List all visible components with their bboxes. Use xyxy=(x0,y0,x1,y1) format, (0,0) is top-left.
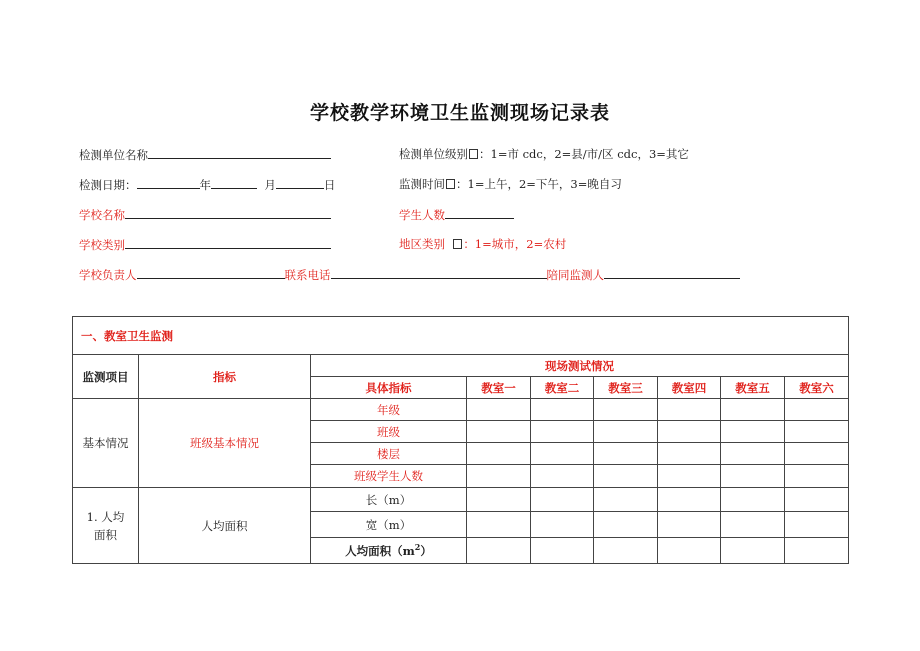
data-cell[interactable] xyxy=(658,421,721,443)
student-count-label: 学生人数 xyxy=(399,208,445,222)
specific-length: 长（m） xyxy=(311,488,467,512)
data-cell[interactable] xyxy=(467,512,531,538)
page-title: 学校教学环境卫生监测现场记录表 xyxy=(309,102,610,124)
data-cell[interactable] xyxy=(594,399,658,421)
school-name-field[interactable] xyxy=(125,207,331,219)
header-classroom: 教室一 xyxy=(467,377,531,399)
student-count-field[interactable] xyxy=(445,207,514,219)
data-cell[interactable] xyxy=(721,443,785,465)
year-field[interactable] xyxy=(137,177,200,189)
data-cell[interactable] xyxy=(531,465,594,488)
area-indicator: 人均面积 xyxy=(139,488,311,564)
data-cell[interactable] xyxy=(658,399,721,421)
unit-name-row xyxy=(79,147,331,162)
school-type-field[interactable] xyxy=(125,237,331,249)
data-cell[interactable] xyxy=(594,512,658,538)
basic-item: 基本情况 xyxy=(73,399,139,488)
data-cell[interactable] xyxy=(658,512,721,538)
data-cell[interactable] xyxy=(531,443,594,465)
data-cell[interactable] xyxy=(531,538,594,564)
unit-name-label: 检测单位名称 xyxy=(79,148,148,162)
data-cell[interactable] xyxy=(721,488,785,512)
month-label: 月 xyxy=(264,178,276,192)
header-classroom: 教室五 xyxy=(721,377,785,399)
data-cell[interactable] xyxy=(594,443,658,465)
school-name-label: 学校名称 xyxy=(79,208,125,222)
data-cell[interactable] xyxy=(658,465,721,488)
data-cell[interactable] xyxy=(467,399,531,421)
data-cell[interactable] xyxy=(531,399,594,421)
area-item: 1. 人均面积 xyxy=(73,488,139,564)
header-classroom: 教室六 xyxy=(785,377,849,399)
specific-student-count: 班级学生人数 xyxy=(311,465,467,488)
time-label: 监测时间 xyxy=(399,177,445,191)
data-cell[interactable] xyxy=(785,399,849,421)
phone-label: 联系电话 xyxy=(284,268,331,282)
data-cell[interactable] xyxy=(721,465,785,488)
data-cell[interactable] xyxy=(467,488,531,512)
phone-field[interactable] xyxy=(331,267,547,279)
day-field[interactable] xyxy=(276,177,324,189)
month-field[interactable] xyxy=(211,177,257,189)
specific-floor: 楼层 xyxy=(311,443,467,465)
header-indicator: 指标 xyxy=(139,355,311,399)
data-cell[interactable] xyxy=(658,488,721,512)
data-cell[interactable] xyxy=(785,465,849,488)
data-cell[interactable] xyxy=(658,538,721,564)
header-onsite: 现场测试情况 xyxy=(311,355,849,377)
time-row xyxy=(399,177,622,191)
data-cell[interactable] xyxy=(594,538,658,564)
date-row xyxy=(79,177,335,192)
data-cell[interactable] xyxy=(467,465,531,488)
header-classroom: 教室四 xyxy=(658,377,721,399)
data-cell[interactable] xyxy=(594,465,658,488)
data-cell[interactable] xyxy=(467,443,531,465)
data-cell[interactable] xyxy=(467,421,531,443)
basic-indicator: 班级基本情况 xyxy=(139,399,311,488)
contact-row xyxy=(79,267,740,282)
data-cell[interactable] xyxy=(721,512,785,538)
region-type-label: 地区类别 xyxy=(399,237,445,251)
region-type-row xyxy=(399,237,566,251)
school-type-row xyxy=(79,237,331,252)
year-label: 年 xyxy=(199,178,211,192)
header-specific: 具体指标 xyxy=(311,377,467,399)
classroom-hygiene-table xyxy=(72,316,849,564)
unit-level-label: 检测单位级别 xyxy=(399,147,468,161)
time-options: ：1=上午，2=下午，3=晚自习 xyxy=(456,177,622,191)
specific-area-total xyxy=(311,538,467,564)
data-cell[interactable] xyxy=(594,488,658,512)
data-cell[interactable] xyxy=(531,512,594,538)
data-cell[interactable] xyxy=(785,488,849,512)
data-cell[interactable] xyxy=(785,421,849,443)
student-count-row xyxy=(399,207,514,222)
region-type-checkbox[interactable] xyxy=(453,239,462,249)
day-label: 日 xyxy=(323,178,336,192)
unit-level-options: ：1=市 cdc，2=县/市/区 cdc，3=其它 xyxy=(479,147,689,161)
data-cell[interactable] xyxy=(785,538,849,564)
unit-level-checkbox[interactable] xyxy=(469,149,478,159)
header-classroom: 教室二 xyxy=(531,377,594,399)
principal-field[interactable] xyxy=(137,267,285,279)
date-label: 检测日期： xyxy=(79,178,137,192)
companion-label: 陪同监测人 xyxy=(546,268,604,282)
data-cell[interactable] xyxy=(467,538,531,564)
data-cell[interactable] xyxy=(721,538,785,564)
header-item: 监测项目 xyxy=(73,355,139,399)
data-cell[interactable] xyxy=(531,421,594,443)
region-type-options: ：1=城市，2=农村 xyxy=(463,237,567,251)
time-checkbox[interactable] xyxy=(446,179,455,189)
specific-width: 宽（m） xyxy=(311,512,467,538)
companion-field[interactable] xyxy=(604,267,740,279)
specific-class: 班级 xyxy=(311,421,467,443)
section-title: 一、教室卫生监测 xyxy=(73,317,849,355)
header-classroom: 教室三 xyxy=(594,377,658,399)
data-cell[interactable] xyxy=(531,488,594,512)
data-cell[interactable] xyxy=(721,399,785,421)
unit-name-field[interactable] xyxy=(148,147,331,159)
data-cell[interactable] xyxy=(785,512,849,538)
area-total-label: 人均面积（m xyxy=(345,543,415,558)
unit-level-row xyxy=(399,147,689,161)
area-total-sup: 2 xyxy=(414,542,421,553)
school-type-label: 学校类别 xyxy=(79,238,125,252)
area-total-close: ） xyxy=(420,543,432,558)
data-cell[interactable] xyxy=(594,421,658,443)
principal-label: 学校负责人 xyxy=(79,268,137,282)
data-cell[interactable] xyxy=(658,443,721,465)
data-cell[interactable] xyxy=(721,421,785,443)
data-cell[interactable] xyxy=(785,443,849,465)
specific-grade: 年级 xyxy=(311,399,467,421)
school-name-row xyxy=(79,207,331,222)
